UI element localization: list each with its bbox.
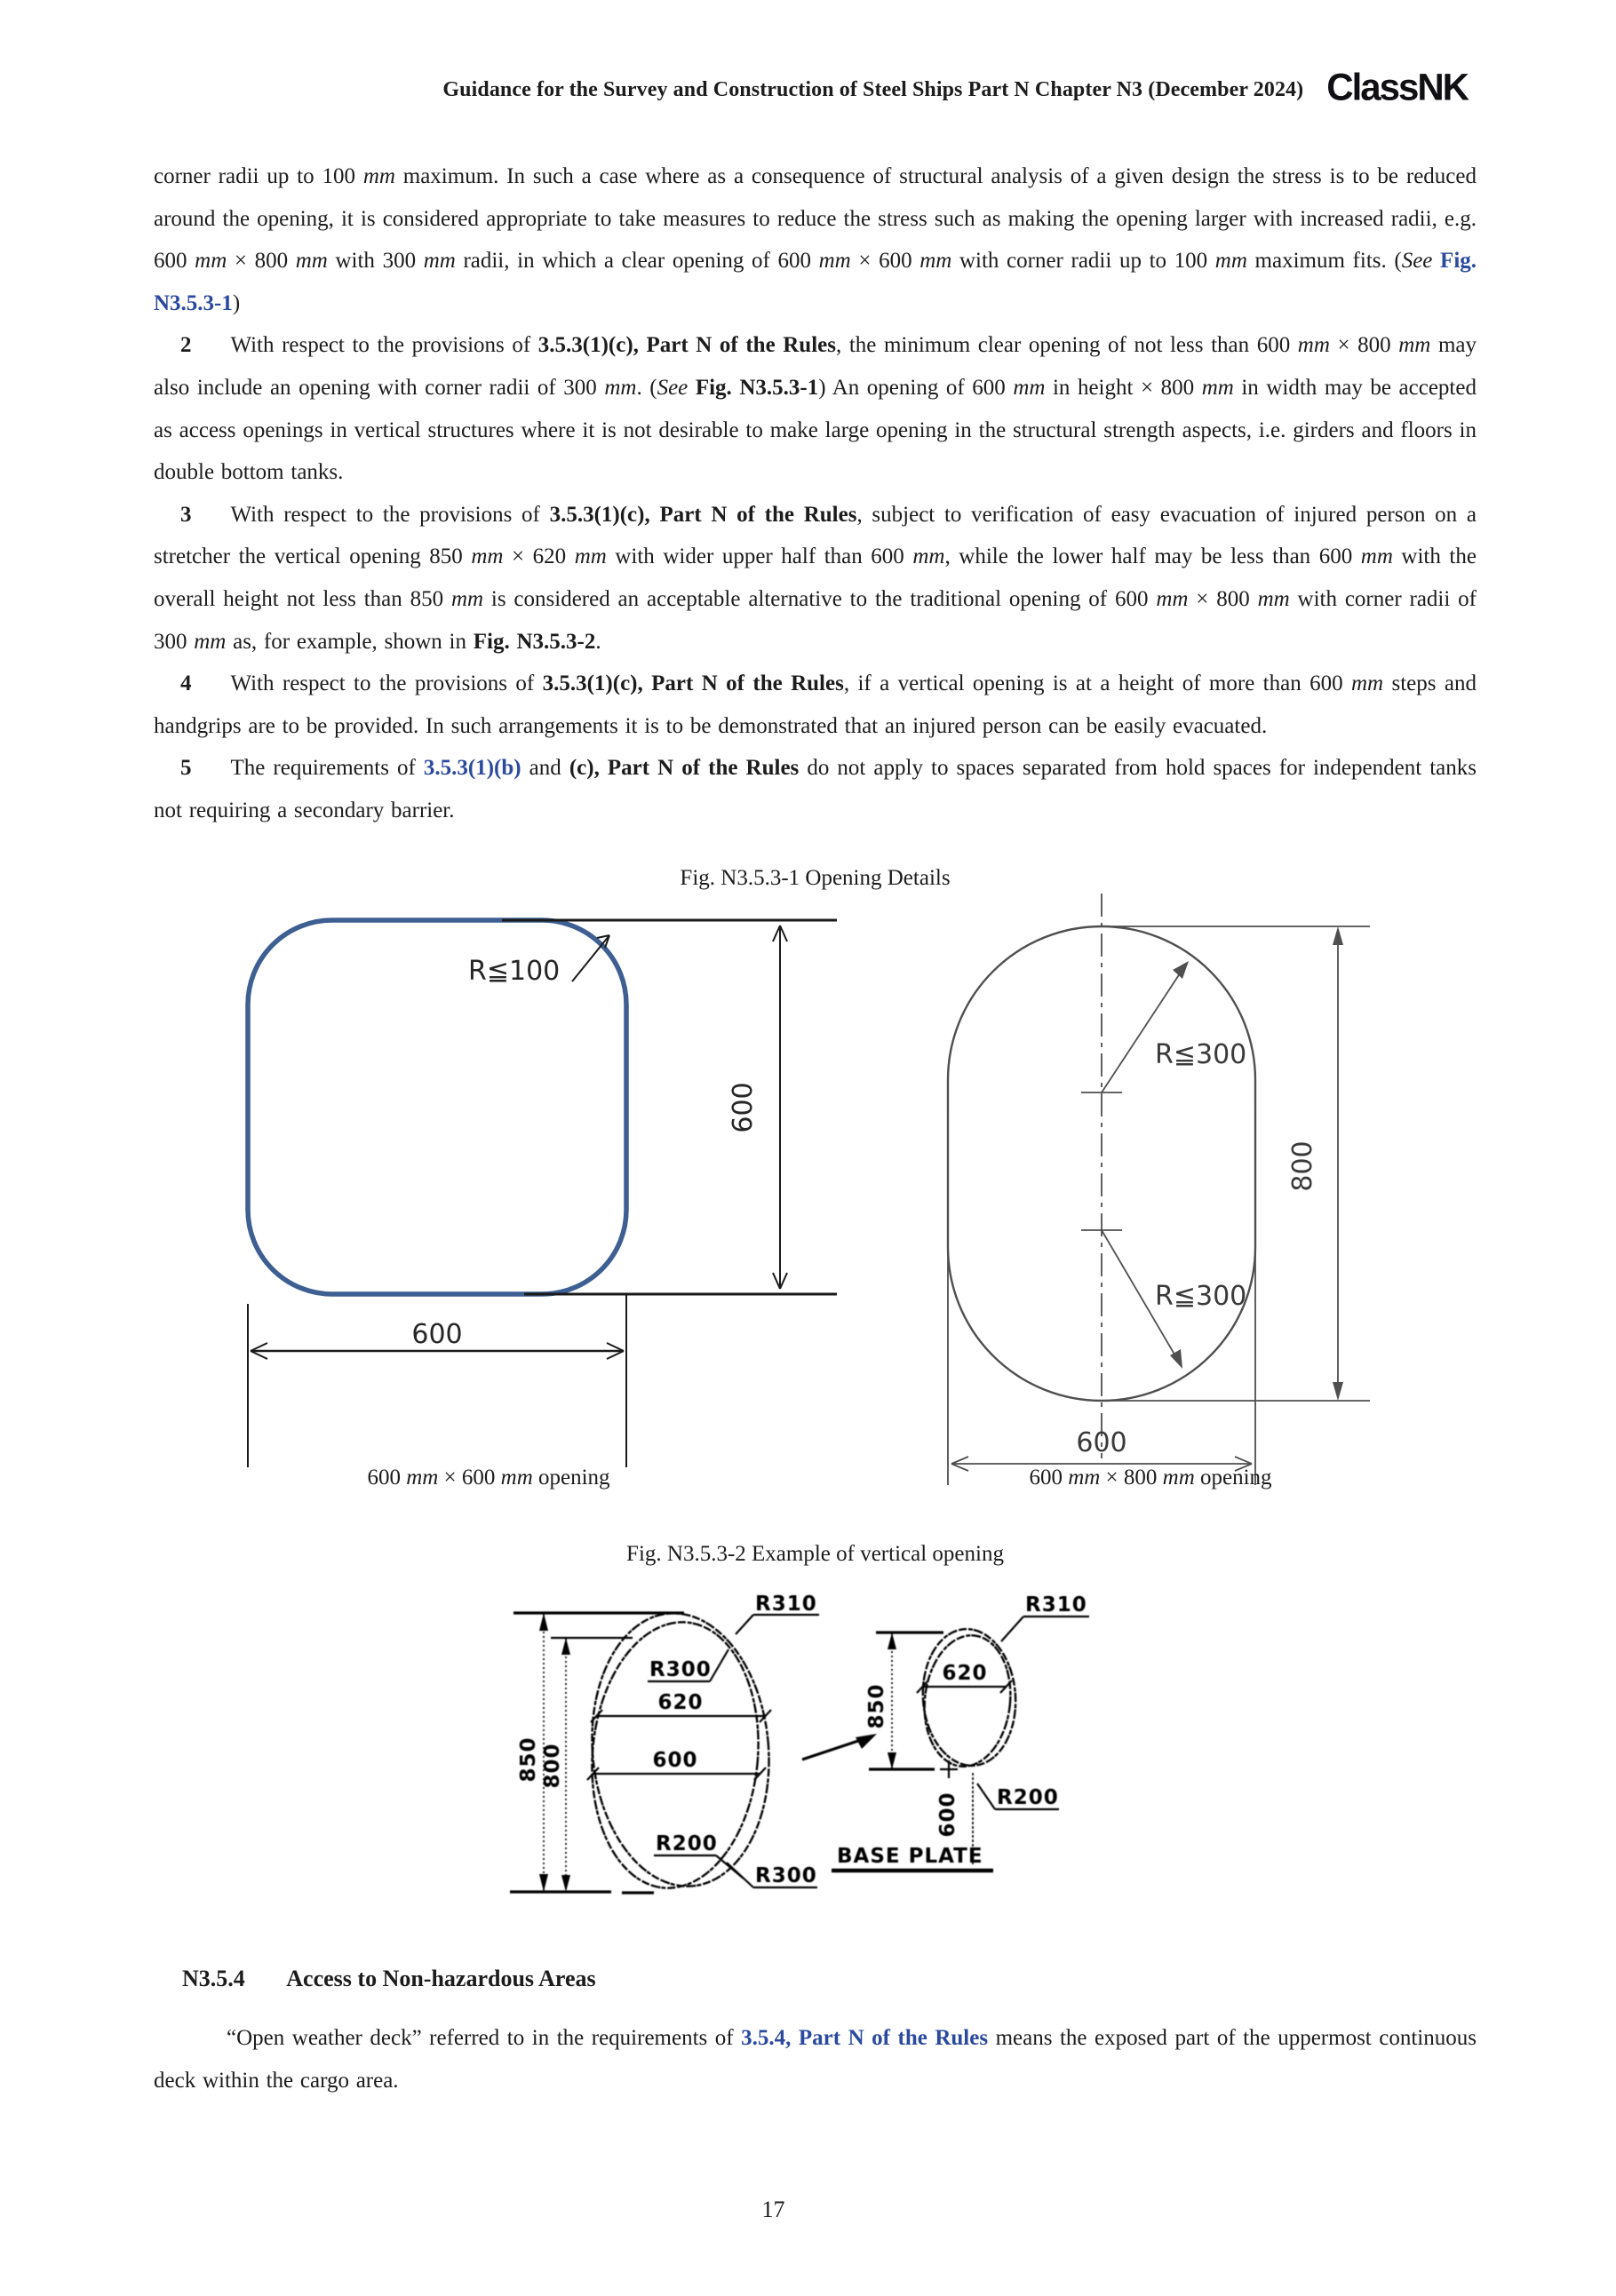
text-run: mm (1398, 333, 1431, 358)
text-run: mm (500, 1466, 533, 1490)
text-run: mm (423, 249, 456, 274)
text-run: × 800 (1100, 1466, 1163, 1490)
dim-800-label: 800 (541, 1743, 564, 1789)
section-heading (154, 1966, 596, 1992)
leader-line (977, 1784, 995, 1809)
arrowhead (539, 1613, 548, 1631)
arrowhead (1173, 961, 1189, 979)
text-run: mm (194, 629, 227, 654)
arrowhead (1333, 1382, 1343, 1401)
text-run: with 300 (327, 249, 424, 274)
text-run: mm (1013, 375, 1046, 400)
text-run: is considered an acceptable alternative to the traditional opening of 600 (483, 586, 1157, 611)
radius-label-bottom: R≦300 (1155, 1281, 1247, 1312)
text-run: Fig. N3.5.3-1 (695, 375, 819, 400)
text-run: , while the lower half may be less than 600 (944, 544, 1361, 569)
dim-600-label: 600 (936, 1792, 959, 1838)
text-run: , if a vertical opening is at a height of more than 600 (843, 671, 1351, 696)
body-paragraphs (154, 155, 1477, 832)
section-title: Access to Non-hazardous Areas (286, 1966, 596, 1991)
corner-radius-label: R≦100 (468, 956, 561, 987)
reference-link[interactable]: 3.5.3(1)(b) (423, 756, 521, 781)
text-run (1432, 249, 1440, 273)
text-run: × 800 (1329, 333, 1399, 358)
text-run: mm (1351, 671, 1384, 696)
fig2-left-profile (510, 1593, 819, 1895)
text-run: mm (362, 164, 395, 188)
r300-bottom-label: R300 (755, 1864, 817, 1887)
r200-label: R200 (997, 1786, 1059, 1809)
page-number: 17 (761, 2197, 785, 2222)
fig2-vertical-opening-drawing (480, 1590, 1190, 1910)
text-run: steps and handgrips are to be provided. In such arrangements it is to be demonstrated that an injured person can be easily evacuated. (154, 671, 1477, 738)
paragraph-number: 2 (180, 333, 192, 358)
text-run: With respect to the provisions of (230, 671, 543, 696)
fig1-opening-details-drawing (151, 888, 1421, 1510)
text-run: with corner radii of 300 (154, 586, 1477, 654)
dim-620-label: 620 (942, 1662, 988, 1685)
text-run (688, 376, 696, 400)
text-run: × 600 (850, 249, 920, 274)
arrowhead (856, 1734, 877, 1749)
height-dimension-label: 600 (728, 1082, 759, 1133)
text-run: . (595, 629, 601, 654)
text-run: may also include an opening with corner radii of 300 (154, 333, 1477, 400)
text-run: do not apply to spaces separated from hold spaces for independent tanks not requiring a secondary barrier. (154, 756, 1477, 822)
paragraph (154, 324, 1477, 493)
text-run: mm (1360, 544, 1393, 569)
arrowhead (561, 1638, 570, 1655)
text-run: 3.5.3(1)(c), Part N of the Rules (549, 502, 857, 527)
text-run: 3.5.3(1)(c), Part N of the Rules (537, 333, 836, 358)
text-run: mm (604, 375, 637, 400)
fig1-left-subcaption (367, 1466, 609, 1490)
text-run: “Open weather deck” referred to in the requirements of (227, 2026, 742, 2050)
text-run: mm (818, 249, 851, 274)
text-run: × 800 (227, 249, 296, 274)
paragraph-number: 4 (180, 671, 192, 696)
text-run: × 620 (503, 544, 575, 569)
rounded-square-opening-shape (248, 920, 626, 1294)
classnk-logo: ClassNK (1326, 65, 1468, 108)
page-header (0, 66, 1468, 108)
paragraph (154, 494, 1477, 663)
text-run: × 800 (1188, 586, 1258, 611)
text-run: mm (1068, 1466, 1101, 1490)
text-run: mm (919, 249, 952, 274)
text-run: mm (450, 586, 484, 611)
r200-label: R200 (656, 1832, 718, 1855)
arrowhead (561, 1875, 570, 1892)
text-run: mm (406, 1466, 439, 1490)
text-run: mm (1297, 333, 1330, 358)
section-number: N3.5.4 (182, 1966, 245, 1991)
reference-link[interactable]: Fig. N3.5.3-1 (154, 249, 1477, 315)
text-run: . ( (636, 375, 657, 400)
text-run: as, for example, shown in (226, 629, 474, 654)
fig1-right-diagram (948, 894, 1370, 1485)
text-run: mm (1257, 586, 1290, 611)
text-run: corner radii up to 100 (154, 164, 363, 188)
radius-label-top: R≦300 (1155, 1039, 1247, 1070)
arrowhead (539, 1874, 548, 1892)
base-plate-label: BASE PLATE (837, 1845, 983, 1868)
leader-line (736, 1615, 753, 1634)
text-run: × 600 (438, 1466, 501, 1490)
text-run: mm (574, 544, 607, 569)
leader-line (1001, 1617, 1023, 1641)
dim-620-label: 620 (657, 1691, 704, 1714)
text-run: With respect to the provisions of (230, 333, 538, 358)
text-run: with wider upper half than 600 (606, 544, 913, 569)
text-run: The requirements of (230, 756, 424, 781)
leader-arrow (572, 935, 609, 981)
dim-850-label: 850 (517, 1736, 540, 1783)
fig1-caption: Fig. N3.5.3-1 Opening Details (680, 866, 951, 890)
text-run: with the overall height not less than 850 (154, 544, 1477, 611)
text-run: mm (1214, 249, 1247, 274)
leader-line (727, 1863, 753, 1887)
paragraph (154, 747, 1477, 831)
text-run: means the exposed part of the uppermost continuous deck within the cargo area. (154, 2026, 1477, 2093)
fig1-left-diagram (248, 920, 837, 1467)
fig2-caption: Fig. N3.5.3-2 Example of vertical opening (626, 1542, 1004, 1566)
text-run: 600 (1029, 1466, 1069, 1490)
arrowhead (888, 1752, 896, 1769)
dim-850-label: 850 (865, 1683, 888, 1729)
text-run: ) (232, 290, 241, 315)
text-run: radii, in which a clear opening of 600 (455, 249, 819, 274)
fig2-right-profile (832, 1593, 1089, 1871)
reference-link[interactable]: 3.5.4, Part N of the Rules (741, 2026, 989, 2050)
dim-600-label: 600 (652, 1749, 698, 1772)
text-run: in height × 800 (1045, 375, 1202, 400)
text-run: mm (295, 249, 328, 274)
arrowhead (1333, 926, 1343, 945)
paragraph (154, 155, 1477, 324)
text-run: , the minimum clear opening of not less than 600 (835, 333, 1298, 358)
text-run: in width may be accepted as access openings in vertical structures where it is not desirable to make large opening in the structural strength aspects, i.e. girders and floors in double bottom tanks. (154, 375, 1477, 485)
text-run: and (521, 756, 569, 781)
paragraph (154, 663, 1477, 747)
section-paragraph (154, 2017, 1477, 2101)
text-run: Fig. N3.5.3-2 (473, 629, 596, 654)
text-run: 3.5.3(1)(c), Part N of the Rules (542, 671, 844, 696)
r310-label: R310 (1025, 1593, 1087, 1617)
r300-upper-label: R300 (649, 1658, 712, 1681)
text-run: See (657, 375, 689, 400)
r310-label: R310 (755, 1593, 817, 1616)
radius-line (1102, 965, 1185, 1092)
text-run: opening (532, 1466, 610, 1490)
text-run: mm (1156, 586, 1189, 611)
paragraph-number: 3 (180, 502, 192, 527)
text-run: maximum fits. ( (1246, 249, 1402, 274)
arrowhead (1170, 1349, 1182, 1369)
paragraph-number: 5 (180, 756, 192, 781)
text-run: maximum. In such a case where as a consequence of structural analysis of a given design the stress is to be reduced around the opening, it is considered appropriate to take measures to reduce the stress such as making the opening larger with increased radii, e.g. 600 (154, 164, 1477, 274)
header-title: Guidance for the Survey and Construction of Steel Ships Part N Chapter N3 (December 2024) (442, 78, 1304, 101)
text-run: , subject to verification of easy evacuation of injured person on a stretcher the vertical opening 850 (154, 502, 1477, 569)
text-run: mm (1201, 375, 1234, 400)
width-dimension-label: 600 (1076, 1427, 1127, 1458)
text-run: ) An opening of 600 (818, 375, 1014, 400)
text-run: mm (1162, 1466, 1195, 1490)
fig1-right-subcaption (1029, 1466, 1271, 1490)
text-run: mm (471, 544, 504, 569)
text-run: 600 (367, 1466, 407, 1490)
text-run: with corner radii up to 100 (951, 249, 1215, 274)
text-run: See (1401, 249, 1433, 274)
text-run: mm (912, 544, 945, 569)
height-dimension-label: 800 (1287, 1140, 1318, 1192)
text-run: mm (195, 249, 227, 274)
text-run: opening (1194, 1466, 1272, 1490)
leader-line (710, 1649, 728, 1681)
arrowhead (888, 1633, 896, 1649)
width-dimension-label: 600 (411, 1319, 463, 1350)
text-run: (c), Part N of the Rules (569, 756, 800, 781)
text-run: With respect to the provisions of (230, 502, 550, 527)
